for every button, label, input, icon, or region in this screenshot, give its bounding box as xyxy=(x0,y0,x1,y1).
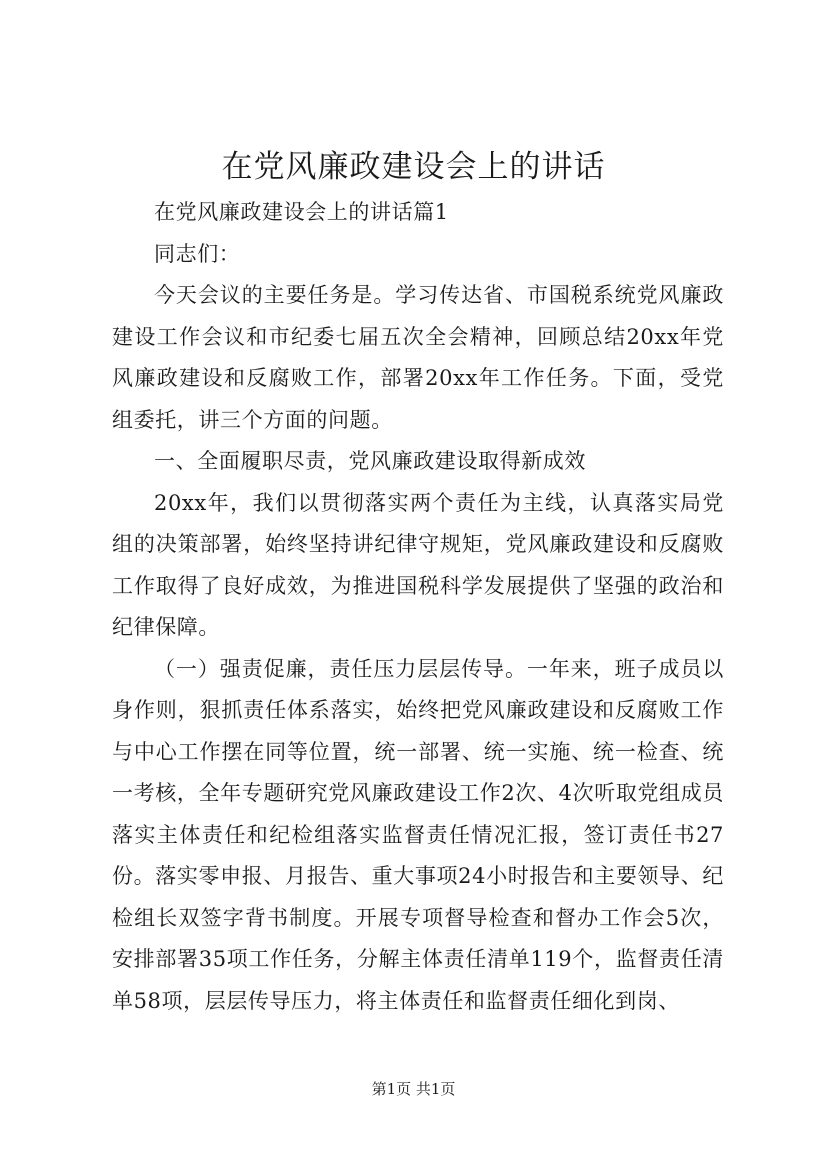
document-body xyxy=(112,192,724,1022)
paragraph-intro: 今天会议的主要任务是。学习传达省、市国税系统党风廉政建设工作会议和市纪委七届五次全会精神，回顾总结20xx年党风廉政建设和反腐败工作，部署20xx年工作任务。下面，受党组委托，讲三个方面的问题。 xyxy=(112,283,724,432)
section-heading: 在党风廉政建设会上的讲话篇1 xyxy=(154,200,449,224)
salutation: 同志们： xyxy=(154,241,241,266)
document-title: 在党风廉政建设会上的讲话 xyxy=(221,149,606,185)
paragraph-summary: 20xx年，我们以贯彻落实两个责任为主线，认真落实局党组的决策部署，始终坚持讲纪律守规矩，党风廉政建设和反腐败工作取得了良好成效，为推进国税科学发展提供了坚强的政治和纪律保障。 xyxy=(112,490,724,639)
page-number-footer: 第1页 共1页 xyxy=(371,1080,456,1098)
paragraph-responsibility: （一）强责促廉，责任压力层层传导。一年来，班子成员以身作则，狠抓责任体系落实，始终把党风廉政建设和反腐败工作与中心工作摆在同等位置，统一部署、统一实施、统一检查、统一考核，全年专题研究党风廉政建设工作2次、4次听取党组成员落实主体责任和纪检组落实监督责任情况汇报，签订责任书27份。落实零申报、月报告、重大事项24小时报告和主要领导、纪检组长双签字背书制度。开展专项督导检查和督办工作会5次，安排部署35项工作任务，分解主体责任清单119个，监督责任清单58项，层层传导压力，将主体责任和监督责任细化到岗、 xyxy=(112,656,724,1013)
subheading-one: 一、全面履职尽责，党风廉政建设取得新成效 xyxy=(154,449,586,473)
